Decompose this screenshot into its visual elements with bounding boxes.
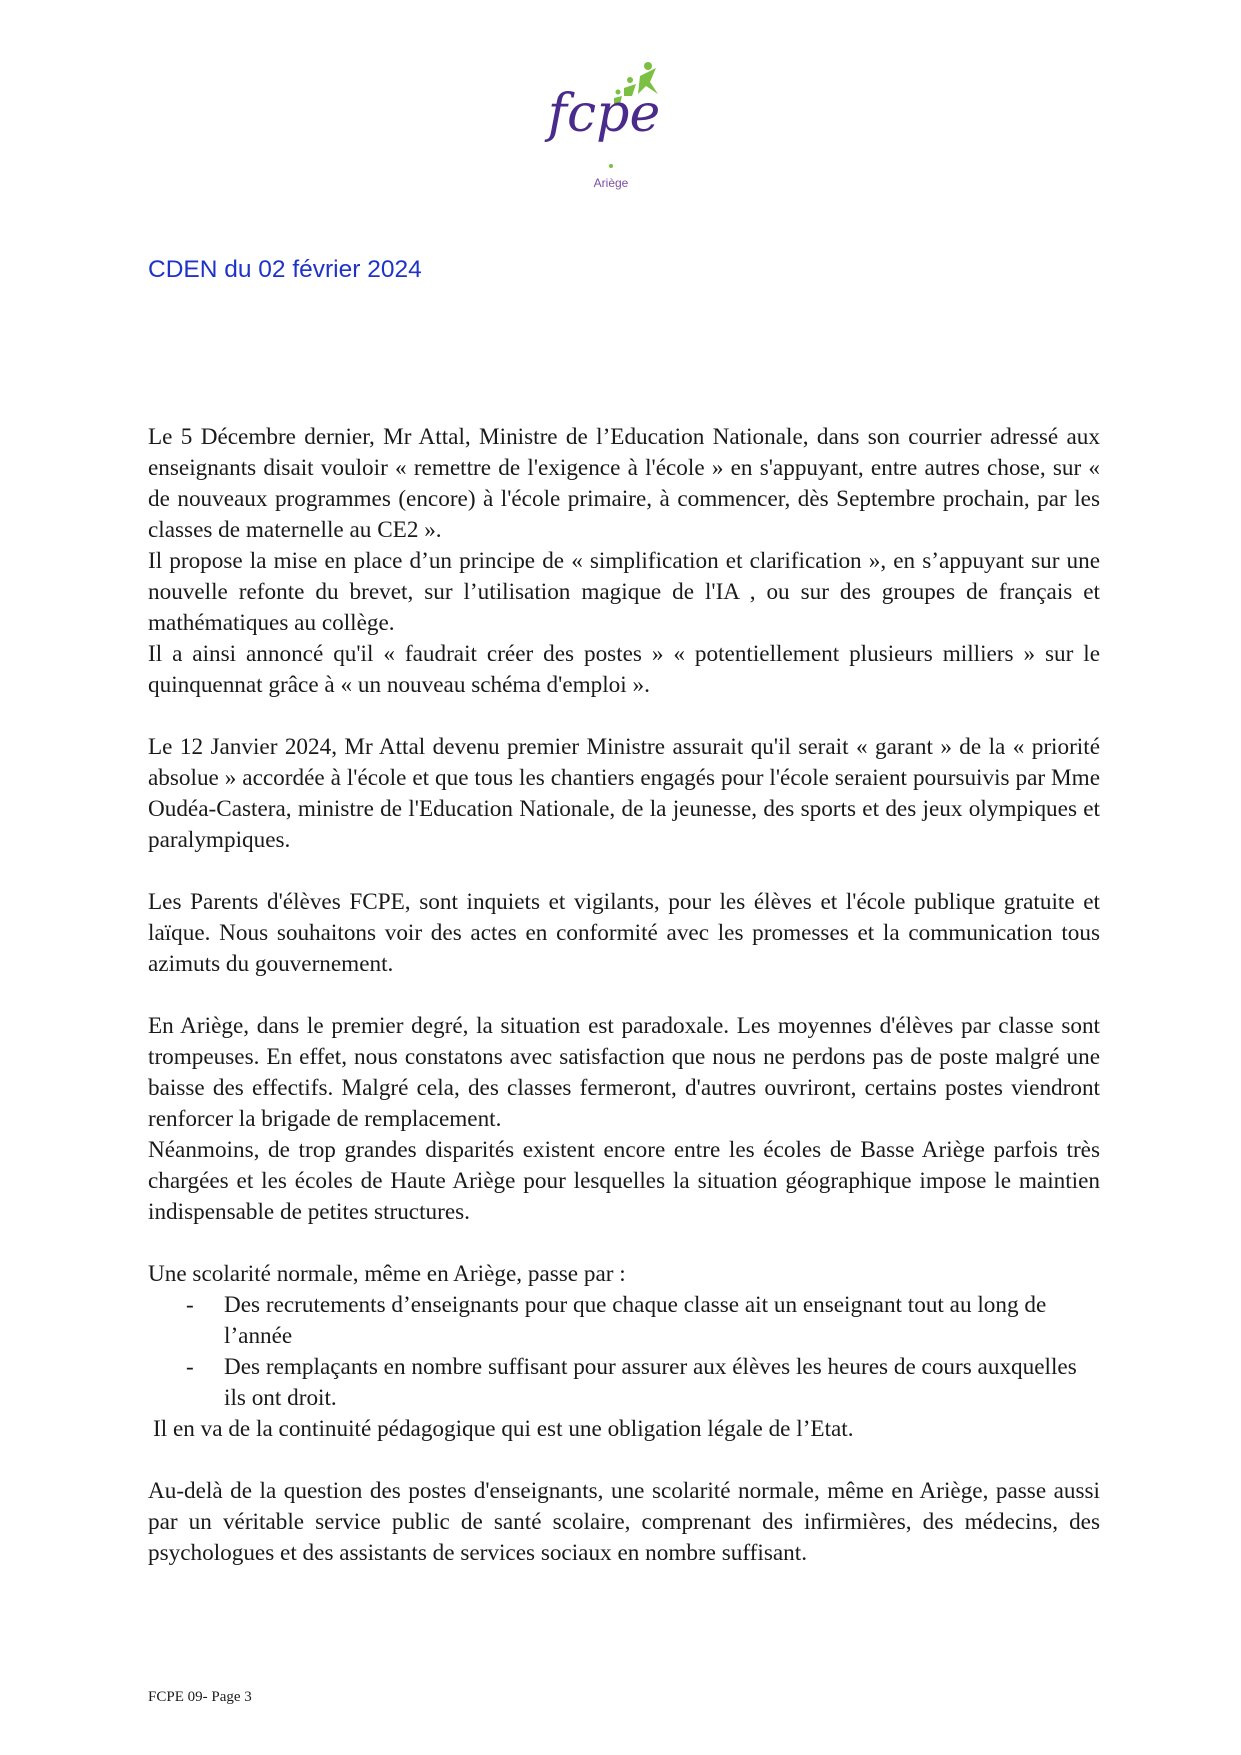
bullet-dash: -: [186, 1354, 194, 1380]
paragraph-10: Au-delà de la question des postes d'enseignants, une scolarité normale, même en Ariège, passe aussi par un véritable service public de santé scolaire, comprenant des infirmières, des médecins, des psychologues et des assistants de services sociaux en nombre suffisant.: [148, 1478, 1100, 1566]
logo-figure-head-1: [644, 62, 652, 70]
logo-wordmark: fcpe: [547, 84, 661, 144]
paragraph-9: Il en va de la continuité pédagogique qui est une obligation légale de l’Etat.: [153, 1416, 854, 1442]
page-footer: FCPE 09- Page 3: [148, 1689, 252, 1705]
list-item: [148, 1290, 1100, 1352]
logo-figure-head-2: [627, 77, 633, 83]
letter-body: [148, 422, 1100, 1569]
paragraph-4: Le 12 Janvier 2024, Mr Attal devenu premier Ministre assurait qu'il serait « garant » de la « priorité absolue » accordée à l'école et que tous les chantiers engagés pour l'école seraient poursuivis par Mme Oudéa-Castera, ministre de l'Education Nationale, de la jeunesse, des sports et des jeux olympiques et paralympiques.: [148, 734, 1100, 853]
paragraph-5: Les Parents d'élèves FCPE, sont inquiets et vigilants, pour les élèves et l'école publique gratuite et laïque. Nous souhaitons voir des actes en conformité avec les promesses et la communication tous azimuts du gouvernement.: [148, 889, 1100, 977]
paragraph-8: Une scolarité normale, même en Ariège, passe par :: [148, 1261, 626, 1287]
paragraph-2: Il propose la mise en place d’un principe de « simplification et clarification », en s’appuyant sur une nouvelle refonte du brevet, sur l’utilisation magique de l'IA , ou sur des groupes de français et mathématiques au collège.: [148, 548, 1100, 636]
paragraph-6: En Ariège, dans le premier degré, la situation est paradoxale. Les moyennes d'élèves par classe sont trompeuses. En effet, nous constatons avec satisfaction que nous ne perdons pas de poste malgré une baisse des effectifs. Malgré cela, des classes fermeront, d'autres ouvriront, certains postes viendront renforcer la brigade de remplacement.: [148, 1013, 1100, 1132]
fcpe-logo: [500, 36, 722, 214]
paragraph-1: Le 5 Décembre dernier, Mr Attal, Ministre de l’Education Nationale, dans son courrier adressé aux enseignants disait vouloir « remettre de l'exigence à l'école » en s'appuyant, entre autres chose, sur « de nouveaux programmes (encore) à l'école primaire, à commencer, dès Septembre prochain, par les classes de maternelle au CE2 ».: [148, 424, 1100, 543]
list-item-text: Des recrutements d’enseignants pour que chaque classe ait un enseignant tout au long de l’année: [224, 1292, 1047, 1349]
fcpe-logo-mark: [500, 36, 722, 176]
page-title: CDEN du 02 février 2024: [148, 256, 422, 283]
logo-dot: [609, 164, 613, 168]
list-item-text: Des remplaçants en nombre suffisant pour assurer aux élèves les heures de cours auxquelles ils ont droit.: [224, 1354, 1077, 1411]
bullet-list: [148, 1290, 1100, 1414]
paragraph-3: Il a ainsi annoncé qu'il « faudrait créer des postes » « potentiellement plusieurs milliers » sur le quinquennat grâce à « un nouveau schéma d'emploi ».: [148, 641, 1100, 698]
bullet-dash: -: [186, 1292, 194, 1318]
logo-subtitle: Ariège: [593, 176, 629, 190]
paragraph-7: Néanmoins, de trop grandes disparités existent encore entre les écoles de Basse Ariège parfois très chargées et les écoles de Haute Ariège pour lesquelles la situation géographique impose le maintien indispensable de petites structures.: [148, 1137, 1100, 1225]
list-item: [148, 1352, 1100, 1414]
